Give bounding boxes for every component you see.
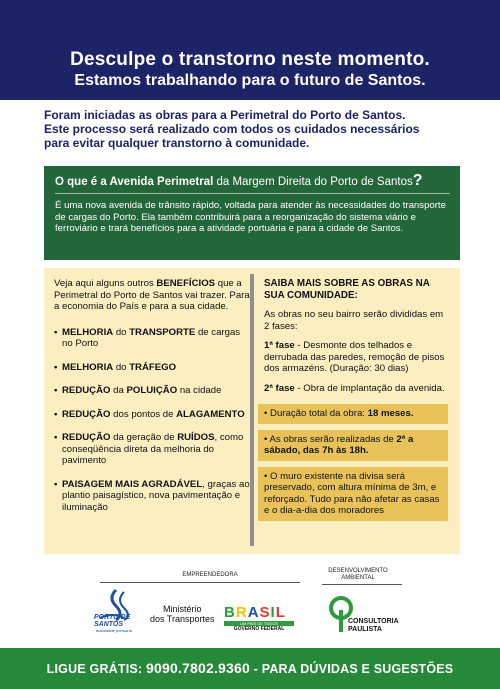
footer-band — [0, 648, 500, 689]
consultoria-paulista-logo — [326, 596, 416, 640]
benefits-lead-a: Veja aqui alguns outros — [54, 278, 157, 289]
benefits-list — [54, 327, 250, 514]
sponsor-label: EMPREENDEDORA — [182, 572, 238, 578]
works-column — [264, 278, 450, 527]
duration-box — [258, 404, 448, 424]
benefit-bold: MELHORIA — [62, 361, 114, 373]
ministry-logo — [150, 604, 215, 624]
dev-label-2: AMBIENTAL — [341, 575, 375, 581]
works-intro: As obras no seu bairro serão divididas em 2 fases: — [264, 309, 444, 332]
question-divider — [55, 193, 450, 194]
benefits-lead-b: BENEFÍCIOS — [156, 278, 216, 289]
intro-line-3: para evitar qualquer transtorno à comunidade. — [44, 136, 310, 150]
benefit-bold: TRANSPORTE — [129, 326, 196, 338]
works-phase-1 — [264, 340, 450, 375]
intro-line-2: Este processo será realizado com todos os cuidados necessários — [44, 122, 420, 136]
column-divider — [250, 274, 254, 546]
header-title: Desculpe o transtorno neste momento. — [70, 49, 430, 70]
consultoria-line-2: PAULISTA — [348, 626, 382, 633]
porto-logo-text: PORTO DE SANTOS — [94, 614, 131, 628]
intro-text — [44, 108, 464, 150]
consultoria-text — [348, 618, 399, 634]
header-subtitle: Estamos trabalhando para o futuro de Santos. — [74, 72, 426, 89]
benefits-lead-c: que a Perimetral do Porto de Santos vai trazer. Para a economia do País e para a sua cidade. — [54, 278, 250, 312]
dev-label-1: DESENVOLVIMENTO — [328, 568, 388, 574]
benefit-bold: REDUÇÃO — [62, 432, 111, 443]
benefit-bold: TRÁFEGO — [129, 361, 177, 373]
dev-line — [322, 584, 402, 585]
question-heading — [55, 172, 450, 191]
benefit-text: , como conseqüência direta da melhoria do pavimento — [62, 432, 244, 466]
phase-1-label: 1ª fase — [264, 340, 295, 351]
benefit-item — [54, 362, 250, 374]
benefit-bold: POLUIÇÃO — [126, 385, 178, 396]
schedule-value: 2ª a sábado, das 7h às 18h. — [264, 433, 414, 456]
question-part-2: da Margem Direita do Porto de Santos — [213, 176, 413, 188]
benefit-bold: REDUÇÃO — [62, 408, 111, 420]
benefit-bold: RUÍDOS — [177, 432, 215, 443]
details-panel — [44, 268, 460, 554]
brasil-slogan: UM PAÍS DE TODOS — [239, 621, 278, 626]
consultoria-line-1: CONSULTORIA — [348, 618, 399, 625]
footer-suffix: - PARA DÚVIDAS E SUGESTÕES — [250, 662, 454, 676]
benefit-bold: ALAGAMENTO — [176, 408, 245, 420]
benefit-text: do — [113, 361, 130, 373]
question-part-1: O que é a Avenida Perimetral — [55, 176, 214, 188]
brasil-government-logo — [224, 604, 294, 632]
brasil-wordmark: BRASIL — [224, 604, 286, 621]
schedule-text: • As obras serão realizadas de — [264, 433, 397, 445]
benefits-column — [54, 278, 250, 525]
benefit-text: , graças ao plantio paisagístico, nova pavimentação e iluminação — [62, 478, 250, 513]
ministry-line-2: dos Transportes — [150, 614, 215, 624]
intro-line-1: Foram iniciadas as obras para a Perimetral do Porto de Santos. — [44, 108, 406, 122]
footer-phone[interactable]: 9090.7802.9360 — [145, 660, 250, 676]
works-title: SAIBA MAIS SOBRE AS OBRAS NA SUA COMUNIDADE: — [264, 278, 430, 301]
benefit-text: do — [113, 326, 130, 338]
phase-1-text: - Desmonte dos telhados e derrubada das paredes, remoção de pisos dos armazéns. (Duração: 30 dias) — [264, 340, 445, 374]
question-mark: ? — [412, 172, 423, 189]
duration-text: • Duração total da obra: — [264, 408, 368, 419]
sponsor-line — [100, 582, 300, 583]
duration-value: 18 meses. — [367, 408, 414, 419]
benefits-lead — [54, 278, 250, 313]
porto-de-santos-logo — [94, 588, 150, 634]
brasil-gov: GOVERNO FEDERAL — [233, 626, 285, 632]
benefit-text: na cidade — [177, 385, 222, 396]
benefit-item — [54, 432, 250, 467]
schedule-box — [258, 430, 448, 461]
benefit-text: da — [110, 385, 127, 396]
question-description: É uma nova avenida de trânsito rápido, voltada para atender às necessidades do transporte de cargas do Porto. Ela também contribuirá para a reorganização do sistema viário e ferroviário e trará benefícios para a atividade portuária e para a cidade de Santos. — [55, 200, 446, 234]
benefit-item — [54, 385, 250, 397]
phase-2-text: - Obra de implantação da avenida. — [294, 382, 445, 394]
benefit-bold: MELHORIA — [62, 326, 114, 338]
benefit-bold: REDUÇÃO — [62, 385, 111, 396]
wall-box: • O muro existente na divisa será preservado, com altura mínima de 3m, e reforçado. Tudo para não afetar as casas e o dia-a-dia dos moradores — [258, 467, 448, 521]
ministry-line-1: Ministério — [163, 604, 202, 614]
header-band — [0, 0, 500, 100]
benefit-text: dos pontos de — [110, 408, 177, 420]
benefit-item — [54, 327, 250, 350]
benefit-item — [54, 479, 250, 514]
benefit-text: de cargas no Porto — [62, 326, 241, 349]
footer-prefix: LIGUE GRÁTIS: — [46, 662, 146, 676]
dev-label — [318, 568, 398, 582]
porto-logo-sub: autoridade portuária — [96, 628, 132, 633]
benefit-item — [54, 409, 250, 421]
benefit-bold: PAISAGEM MAIS AGRADÁVEL — [62, 478, 203, 490]
perimetral-info-box — [44, 166, 460, 260]
works-phase-2 — [264, 383, 450, 395]
phase-2-label: 2ª fase — [264, 382, 295, 394]
benefit-text: da geração de — [110, 432, 178, 443]
